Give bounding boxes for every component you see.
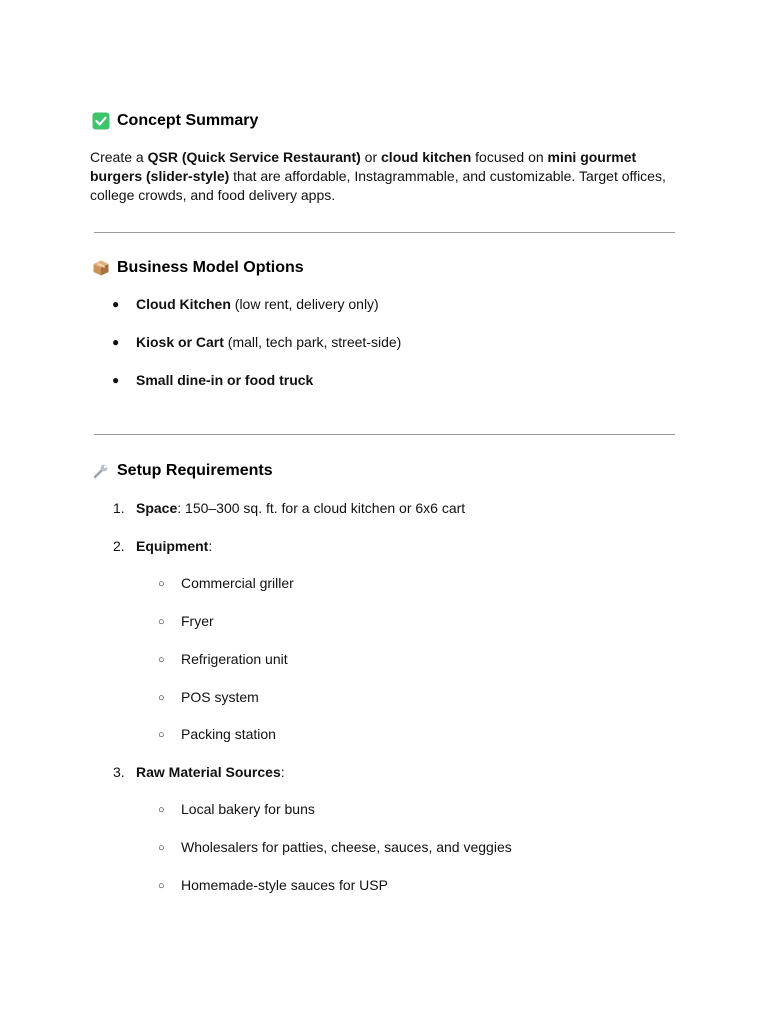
item-bold: Small dine-in or food truck: [136, 372, 314, 388]
item-bold: Raw Material Sources: [136, 764, 281, 780]
concept-summary-heading: [92, 112, 258, 130]
concept-summary-title: Concept Summary: [117, 112, 259, 129]
list-item-equipment: [136, 537, 212, 555]
circle-bullet: ○: [158, 654, 165, 666]
text-span: that are affordable, Instagrammable, and customizable. Target offices, college crowds, and food delivery apps.: [90, 168, 666, 203]
sub-list-item: Homemade-style sauces for USP: [181, 877, 388, 893]
text-span: or: [360, 149, 382, 165]
item-text: (low rent, delivery only): [230, 296, 379, 312]
divider: [94, 434, 675, 435]
business-model-heading: [92, 259, 304, 277]
list-item: [136, 295, 379, 313]
list-number: 3.: [113, 764, 125, 780]
circle-bullet: ○: [158, 842, 165, 854]
check-mark-button-icon: [92, 112, 110, 130]
list-number: 1.: [113, 500, 125, 516]
wrench-icon: [92, 462, 110, 480]
setup-requirements-heading: [92, 462, 273, 480]
text-span: Create a: [90, 149, 148, 165]
list-item: [136, 371, 313, 389]
item-bold: Equipment: [136, 538, 209, 554]
sub-list-item: Local bakery for buns: [181, 801, 315, 817]
bullet-marker: ●: [112, 297, 120, 311]
circle-bullet: ○: [158, 804, 165, 816]
item-text: : 150–300 sq. ft. for a cloud kitchen or 6x6 cart: [177, 500, 466, 516]
item-text: (mall, tech park, street-side): [223, 334, 402, 350]
text-span: focused on: [471, 149, 548, 165]
item-bold: Kiosk or Cart: [136, 334, 224, 350]
list-item-space: [136, 499, 465, 517]
bullet-marker: ●: [112, 373, 120, 387]
sub-list-item: Fryer: [181, 613, 214, 629]
sub-list-item: Commercial griller: [181, 575, 294, 591]
item-bold: Cloud Kitchen: [136, 296, 231, 312]
item-text: :: [280, 764, 285, 780]
package-icon: [92, 259, 110, 277]
circle-bullet: ○: [158, 692, 165, 704]
mini-burgers-term: mini gourmet burgers (slider-style): [90, 149, 637, 184]
concept-summary-paragraph: [90, 148, 680, 205]
list-number: 2.: [113, 538, 125, 554]
item-text: :: [208, 538, 213, 554]
list-item-raw-materials: [136, 763, 285, 781]
business-model-title: Business Model Options: [117, 259, 304, 276]
sub-list-item: POS system: [181, 689, 259, 705]
sub-list-item: Packing station: [181, 726, 276, 742]
item-bold: Space: [136, 500, 178, 516]
cloud-kitchen-term: cloud kitchen: [381, 149, 472, 165]
sub-list-item: Refrigeration unit: [181, 651, 288, 667]
circle-bullet: ○: [158, 729, 165, 741]
list-item: [136, 333, 401, 351]
circle-bullet: ○: [158, 880, 165, 892]
divider: [94, 232, 675, 233]
sub-list-item: Wholesalers for patties, cheese, sauces, and veggies: [181, 839, 512, 855]
circle-bullet: ○: [158, 616, 165, 628]
qsr-term: QSR (Quick Service Restaurant): [147, 149, 361, 165]
setup-requirements-title: Setup Requirements: [117, 462, 273, 479]
bullet-marker: ●: [112, 335, 120, 349]
circle-bullet: ○: [158, 578, 165, 590]
